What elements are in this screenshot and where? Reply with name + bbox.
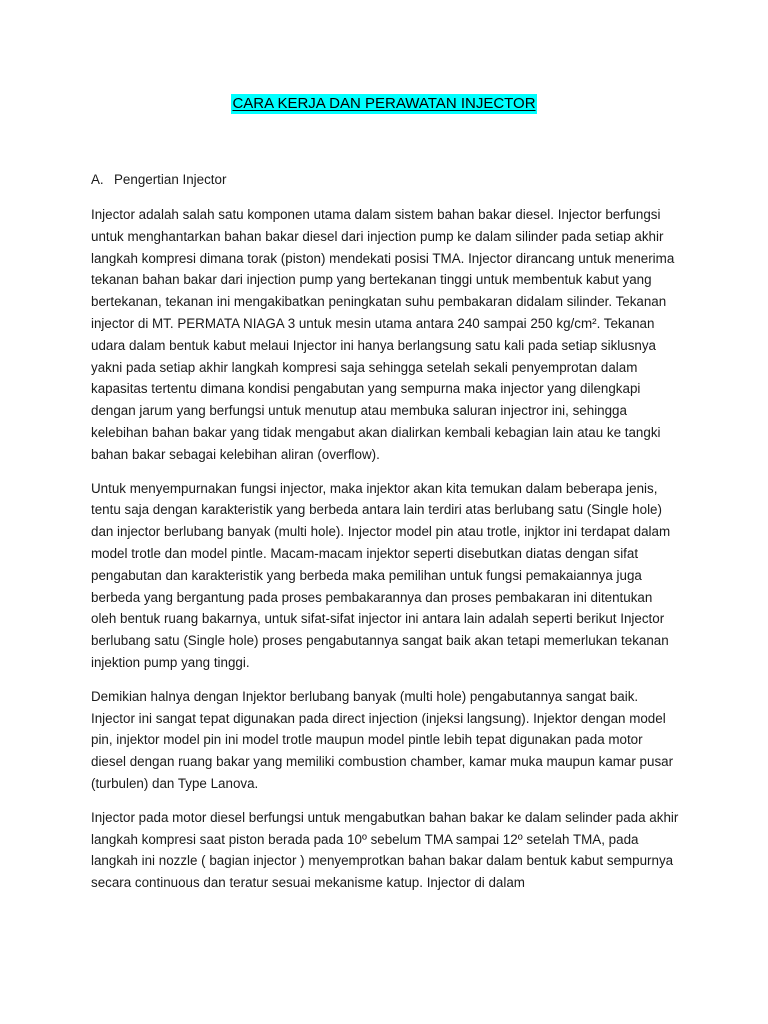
paragraph-3: Demikian halnya dengan Injektor berlubang banyak (multi hole) pengabutannya sangat baik. Injector ini sangat tepat digunakan pada direct injection (injeksi langsung). Injektor dengan model pin, injektor model pin ini model trotle maupun model pintle lebih tepat digunakan pada motor diesel dengan ruang bakar yang memiliki combustion chamber, kamar muka maupun kamar pusar (turbulen) dan Type Lanova. bbox=[91, 688, 674, 791]
paragraph-2: Untuk menyempurnakan fungsi injector, maka injektor akan kita temukan dalam beberapa jenis, tentu saja dengan karakteristik yang berbeda antara lain terdiri atas berlubang satu (Single hole) dan injector berlubang banyak (multi hole). Injector model pin atau trotle, injktor ini terdapat dalam model trotle dan model pintle. Macam-macam injektor seperti disebutkan diatas dengan sifat pengabutan dan karakteristik yang berbeda maka pemilihan untuk fungsi pemakaiannya juga berbeda yang bergantung pada proses pembakarannya dan proses pembakaran ini ditentukan oleh bentuk ruang bakarnya, untuk sifat-sifat injector ini antara lain adalah seperti berikut Injector berlubang satu (Single hole) proses pengabutannya sangat baik akan tetapi memerlukan tekanan injektion pump yang tinggi. bbox=[91, 480, 671, 670]
title-container bbox=[0, 94, 768, 114]
document-title: CARA KERJA DAN PERAWATAN INJECTOR bbox=[232, 95, 536, 112]
paragraph-1: Injector adalah salah satu komponen utama dalam sistem bahan bakar diesel. Injector berfungsi untuk menghantarkan bahan bakar diesel dari injection pump ke dalam silinder pada setiap akhir langkah kompresi dimana torak (piston) mendekati posisi TMA. Injector dirancang untuk menerima tekanan bahan bakar dari injection pump yang bertekanan tinggi untuk membentuk kabut yang bertekanan, tekanan ini mengakibatkan peningkatan suhu pembakaran didalam silinder. Tekanan injector di MT. PERMATA NIAGA 3 untuk mesin utama antara 240 sampai 250 kg/cm². Tekanan udara dalam bentuk kabut melaui Injector ini hanya berlangsung satu kali pada setiap siklusnya yakni pada setiap akhir langkah kompresi saja sehingga setelah sekali penyemprotan dalam kapasitas tertentu dimana kondisi pengabutan yang sempurna maka injector yang dilengkapi dengan jarum yang berfungsi untuk menutup atau membuka saluran injectror ini, sehingga kelebihan bahan bakar yang tidak mengabut akan dialirkan kembali kebagian lain atau ke tangki bahan bakar sebagai kelebihan aliran (overflow). bbox=[91, 207, 675, 462]
body-text bbox=[91, 204, 681, 906]
section-heading bbox=[91, 170, 226, 190]
section-letter: A. bbox=[91, 172, 104, 187]
paragraph-4: Injector pada motor diesel berfungsi untuk mengabutkan bahan bakar ke dalam selinder pada akhir langkah kompresi saat piston berada pada 10º sebelum TMA sampai 12º setelah TMA, pada langkah ini nozzle ( bagian injector ) menyemprotkan bahan bakar dalam bentuk kabut sempurnya secara continuous dan teratur sesuai mekanisme katup. Injector di dalam bbox=[91, 809, 679, 891]
section-heading-text: Pengertian Injector bbox=[114, 172, 227, 187]
